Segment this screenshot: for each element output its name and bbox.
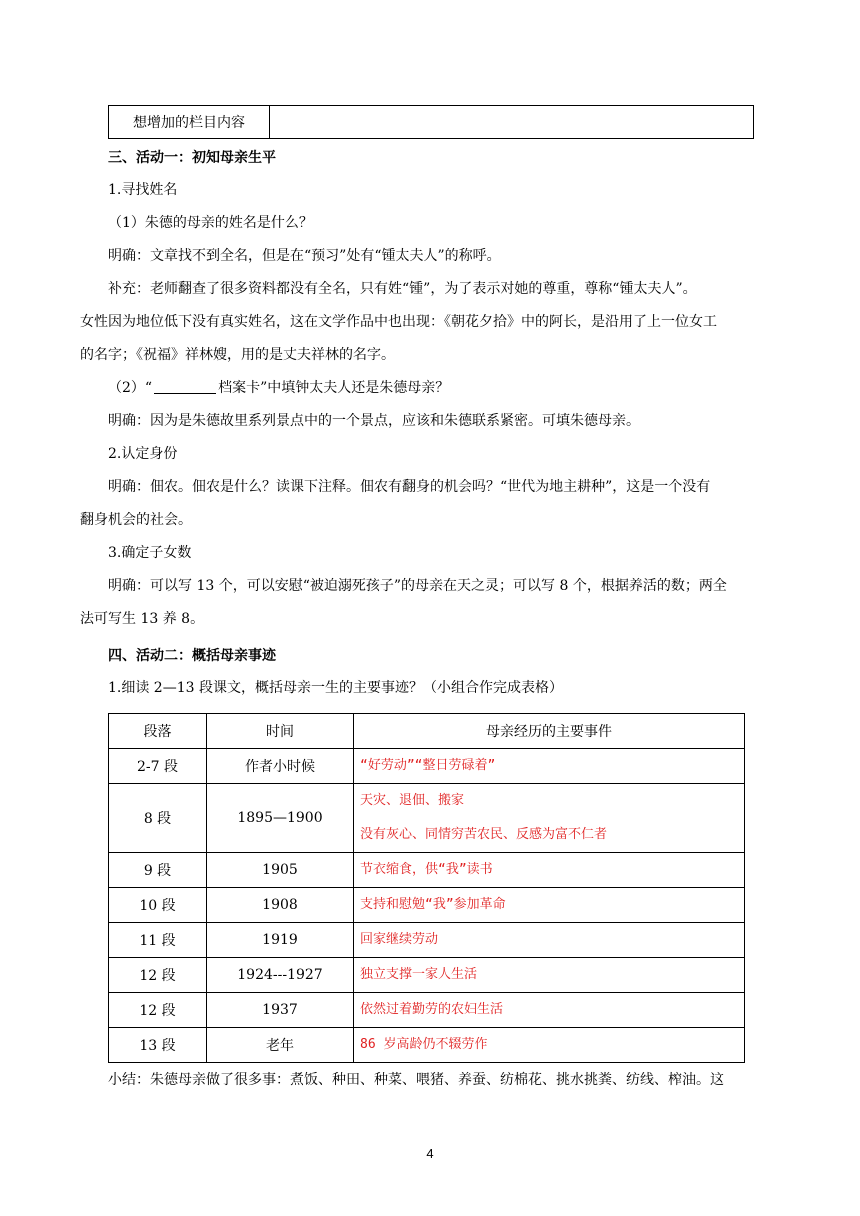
extra-column-table	[108, 105, 754, 139]
table-row	[109, 784, 745, 853]
event-text: 回家继续劳动	[360, 932, 439, 947]
question-2-prefix: （2）“	[108, 380, 153, 396]
supplement-line-2: 女性因为地位低下没有真实姓名，这在文学作品中也出现：《朝花夕拾》中的阿长，是沿用了上一位女工	[80, 314, 717, 330]
section-4-heading: 四、活动二：概括母亲事迹	[108, 648, 276, 664]
event-text: 86 岁高龄仍不辍劳作	[360, 1037, 488, 1052]
table-row	[109, 749, 745, 784]
event-text: 天灾、退佃、搬家	[360, 793, 465, 808]
cell-time: 1908	[207, 888, 354, 923]
cell-paragraph: 11 段	[109, 923, 207, 958]
answer-4-line-1: 明确：可以写 13 个，可以安慰“被迫溺死孩子”的母亲在天之灵；可以写 8 个，根据养活的数；两全	[108, 578, 727, 594]
answer-3-line-2: 翻身机会的社会。	[80, 512, 192, 528]
cell-paragraph: 2-7 段	[109, 749, 207, 784]
table-row	[109, 888, 745, 923]
event-text: 独立支撑一家人生活	[360, 967, 478, 982]
summary-text: 小结：朱德母亲做了很多事：煮饭、种田、种菜、喂猪、养蚕、纺棉花、挑水挑粪、纺线、榨油。这	[108, 1072, 724, 1088]
cell-time: 1937	[207, 993, 354, 1028]
cell-events	[354, 749, 745, 784]
subheading-identity: 2.认定身份	[108, 446, 178, 462]
header-events: 母亲经历的主要事件	[354, 714, 745, 749]
event-text: 支持和慰勉“我”参加革命	[360, 897, 506, 912]
table-row	[109, 958, 745, 993]
table-row	[109, 993, 745, 1028]
supplement-line-3: 的名字；《祝福》祥林嫂，用的是丈夫祥林的名字。	[80, 347, 395, 363]
event-text: 依然过着勤劳的农妇生活	[360, 1002, 504, 1017]
subheading-find-name: 1.寻找姓名	[108, 182, 178, 198]
header-time: 时间	[207, 714, 354, 749]
header-paragraph: 段落	[109, 714, 207, 749]
cell-events	[354, 853, 745, 888]
cell-events	[354, 888, 745, 923]
extra-column-label: 想增加的栏目内容	[109, 106, 270, 138]
fill-blank[interactable]	[154, 379, 216, 394]
event-text: “好劳动”“整日劳碌着”	[360, 758, 496, 773]
cell-paragraph: 13 段	[109, 1028, 207, 1063]
section-3-heading: 三、活动一：初知母亲生平	[108, 150, 276, 166]
cell-paragraph: 9 段	[109, 853, 207, 888]
question-2	[108, 378, 449, 398]
table-row	[109, 1028, 745, 1063]
question-1: （1）朱德的母亲的姓名是什么？	[108, 215, 313, 231]
cell-time: 老年	[207, 1028, 354, 1063]
cell-paragraph: 10 段	[109, 888, 207, 923]
answer-3-line-1: 明确：佃农。佃农是什么？读课下注释。佃农有翻身的机会吗？“世代为地主耕种”，这是一个没有	[108, 479, 711, 495]
cell-time: 1924---1927	[207, 958, 354, 993]
question-2-suffix: 档案卡”中填钟太夫人还是朱德母亲？	[218, 380, 450, 396]
table-row	[109, 923, 745, 958]
cell-events	[354, 784, 745, 853]
subheading-children: 3.确定子女数	[108, 545, 192, 561]
cell-events	[354, 923, 745, 958]
cell-events	[354, 958, 745, 993]
events-table	[108, 713, 745, 1063]
event-text: 没有灰心、同情穷苦农民、反感为富不仁者	[360, 827, 608, 842]
cell-time: 1919	[207, 923, 354, 958]
supplement-line-1: 补充：老师翻查了很多资料都没有全名，只有姓“锺”，为了表示对她的尊重，尊称“锺太夫人”。	[108, 281, 697, 297]
event-text: 节衣缩食，供“我”读书	[360, 862, 493, 877]
page-number: 4	[426, 1146, 434, 1161]
cell-events	[354, 1028, 745, 1063]
cell-events	[354, 993, 745, 1028]
task-instruction: 1.细读 2—13 段课文，概括母亲一生的主要事迹？（小组合作完成表格）	[108, 680, 563, 696]
cell-time: 1895—1900	[207, 784, 354, 853]
cell-paragraph: 8 段	[109, 784, 207, 853]
cell-paragraph: 12 段	[109, 993, 207, 1028]
cell-paragraph: 12 段	[109, 958, 207, 993]
answer-2: 明确：因为是朱德故里系列景点中的一个景点，应该和朱德联系紧密。可填朱德母亲。	[108, 413, 640, 429]
extra-column-value[interactable]	[270, 106, 753, 138]
table-header-row	[109, 714, 745, 749]
cell-time: 作者小时候	[207, 749, 354, 784]
answer-4-line-2: 法可写生 13 养 8。	[80, 611, 205, 627]
cell-time: 1905	[207, 853, 354, 888]
table-row	[109, 853, 745, 888]
answer-1: 明确：文章找不到全名，但是在“预习”处有“锺太夫人”的称呼。	[108, 248, 501, 264]
